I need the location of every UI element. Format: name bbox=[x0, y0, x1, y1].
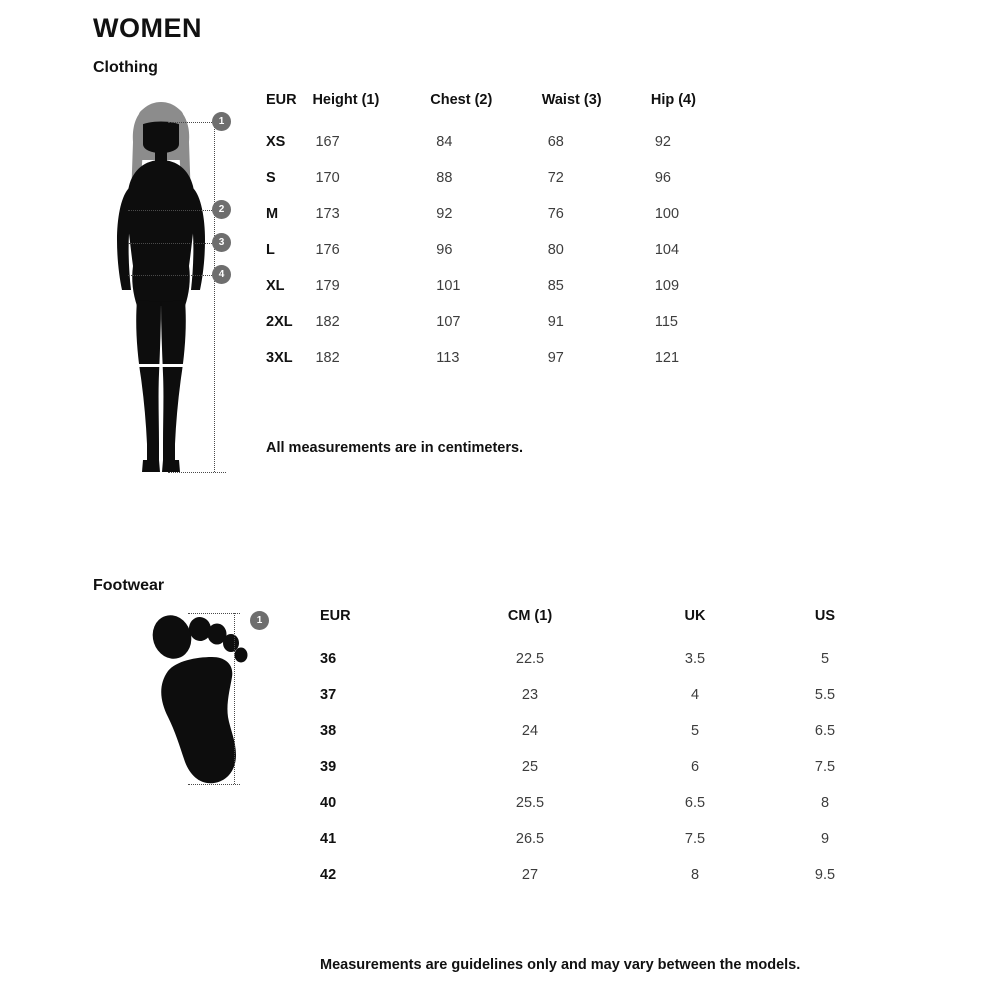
clothing-cell-waist: 80 bbox=[547, 242, 564, 258]
marker-1-foot-length: 1 bbox=[250, 611, 269, 630]
footwear-cell-us: 7.5 bbox=[814, 759, 836, 775]
footwear-header-cm: CM (1) bbox=[507, 608, 553, 624]
clothing-cell-chest: 88 bbox=[436, 170, 453, 186]
guide-foot-bottom bbox=[188, 784, 240, 785]
clothing-cell-eur: 2XL bbox=[266, 314, 293, 330]
clothing-cell-chest: 113 bbox=[436, 350, 460, 366]
footprint-illustration bbox=[140, 605, 270, 800]
clothing-cell-chest: 96 bbox=[436, 242, 453, 258]
footwear-cell-uk: 6.5 bbox=[684, 795, 706, 811]
footwear-cell-uk: 4 bbox=[690, 687, 700, 703]
footwear-cell-uk: 3.5 bbox=[684, 651, 706, 667]
table-row bbox=[320, 749, 880, 785]
table-row bbox=[266, 124, 736, 160]
table-row bbox=[320, 713, 880, 749]
clothing-cell-waist: 68 bbox=[547, 134, 564, 150]
table-row bbox=[266, 160, 736, 196]
footwear-header-us: US bbox=[814, 608, 836, 624]
clothing-cell-chest: 92 bbox=[436, 206, 453, 222]
footwear-table-header-row bbox=[320, 608, 880, 641]
clothing-cell-height: 173 bbox=[315, 206, 340, 222]
clothing-cell-chest: 107 bbox=[436, 314, 461, 330]
clothing-cell-hip: 92 bbox=[654, 134, 671, 150]
clothing-cell-waist: 97 bbox=[547, 350, 564, 366]
footwear-cell-us: 8 bbox=[820, 795, 830, 811]
female-body-svg bbox=[95, 100, 255, 480]
footwear-size-table bbox=[320, 608, 880, 893]
clothing-cell-chest: 84 bbox=[436, 134, 453, 150]
footwear-cell-uk: 8 bbox=[690, 867, 700, 883]
footwear-cell-eur: 39 bbox=[320, 759, 337, 775]
clothing-cell-hip: 115 bbox=[654, 314, 678, 330]
footwear-header-uk: UK bbox=[684, 608, 706, 624]
clothing-cell-waist: 85 bbox=[547, 278, 564, 294]
table-row bbox=[266, 268, 736, 304]
female-body-illustration bbox=[95, 100, 255, 480]
clothing-section-title: Clothing bbox=[93, 59, 158, 76]
footprint-svg bbox=[140, 605, 270, 800]
clothing-header-chest: Chest (2) bbox=[430, 92, 493, 108]
table-row bbox=[266, 196, 736, 232]
guide-foot-top bbox=[188, 613, 240, 614]
footwear-cell-cm: 23 bbox=[521, 687, 539, 703]
footwear-cell-us: 6.5 bbox=[814, 723, 836, 739]
table-row bbox=[266, 340, 736, 376]
footwear-cell-eur: 37 bbox=[320, 687, 337, 703]
clothing-cell-eur: XL bbox=[266, 278, 285, 294]
footwear-section-title: Footwear bbox=[93, 577, 165, 594]
clothing-cell-hip: 96 bbox=[654, 170, 671, 186]
clothing-cell-eur: M bbox=[266, 206, 279, 222]
clothing-cell-hip: 100 bbox=[654, 206, 680, 222]
clothing-cell-eur: XS bbox=[266, 134, 286, 150]
clothing-cell-height: 170 bbox=[315, 170, 340, 186]
clothing-cell-height: 182 bbox=[315, 314, 340, 330]
footwear-cell-cm: 27 bbox=[521, 867, 539, 883]
clothing-cell-hip: 104 bbox=[654, 242, 680, 258]
clothing-header-hip: Hip (4) bbox=[650, 92, 696, 108]
clothing-header-eur: EUR bbox=[266, 92, 297, 108]
footwear-cell-us: 9.5 bbox=[814, 867, 836, 883]
footwear-cell-cm: 26.5 bbox=[515, 831, 545, 847]
clothing-size-table bbox=[266, 92, 736, 376]
marker-1-height: 1 bbox=[212, 112, 231, 131]
footwear-header-eur: EUR bbox=[320, 608, 351, 624]
footwear-cell-uk: 5 bbox=[690, 723, 700, 739]
footwear-cell-us: 5.5 bbox=[814, 687, 836, 703]
table-row bbox=[266, 304, 736, 340]
clothing-cell-eur: L bbox=[266, 242, 275, 258]
page-title: WOMEN bbox=[93, 13, 202, 43]
table-row bbox=[320, 677, 880, 713]
footwear-cell-cm: 22.5 bbox=[515, 651, 545, 667]
clothing-cell-height: 179 bbox=[315, 278, 340, 294]
footwear-cell-cm: 25.5 bbox=[515, 795, 545, 811]
guide-height-bottom bbox=[168, 472, 226, 473]
clothing-cell-eur: S bbox=[266, 170, 276, 186]
clothing-cell-hip: 121 bbox=[654, 350, 680, 366]
marker-3-waist: 3 bbox=[212, 233, 231, 252]
footwear-measurements-note: Measurements are guidelines only and may vary between the models. bbox=[320, 957, 801, 973]
clothing-table-header-row bbox=[266, 92, 736, 124]
table-row bbox=[266, 232, 736, 268]
marker-2-chest: 2 bbox=[212, 200, 231, 219]
marker-4-hip: 4 bbox=[212, 265, 231, 284]
footwear-cell-uk: 7.5 bbox=[684, 831, 706, 847]
footwear-cell-cm: 24 bbox=[521, 723, 539, 739]
table-row bbox=[320, 821, 880, 857]
footwear-cell-cm: 25 bbox=[521, 759, 539, 775]
footwear-cell-eur: 42 bbox=[320, 867, 337, 883]
table-row bbox=[320, 641, 880, 677]
table-row bbox=[320, 785, 880, 821]
clothing-cell-waist: 72 bbox=[547, 170, 564, 186]
clothing-cell-height: 167 bbox=[315, 134, 340, 150]
guide-foot-vertical bbox=[234, 613, 235, 784]
clothing-measurements-note: All measurements are in centimeters. bbox=[266, 440, 524, 456]
clothing-cell-chest: 101 bbox=[436, 278, 461, 294]
clothing-cell-waist: 76 bbox=[547, 206, 564, 222]
footwear-cell-uk: 6 bbox=[690, 759, 700, 775]
footwear-cell-us: 5 bbox=[820, 651, 830, 667]
clothing-cell-height: 182 bbox=[315, 350, 340, 366]
footwear-cell-eur: 38 bbox=[320, 723, 337, 739]
clothing-header-waist: Waist (3) bbox=[541, 92, 602, 108]
footwear-cell-eur: 36 bbox=[320, 651, 337, 667]
table-row bbox=[320, 857, 880, 893]
footwear-cell-us: 9 bbox=[820, 831, 830, 847]
footwear-cell-eur: 41 bbox=[320, 831, 337, 847]
clothing-cell-hip: 109 bbox=[654, 278, 680, 294]
footwear-cell-eur: 40 bbox=[320, 795, 337, 811]
clothing-header-height: Height (1) bbox=[312, 92, 380, 108]
clothing-cell-waist: 91 bbox=[547, 314, 564, 330]
guide-height-vertical bbox=[214, 122, 215, 472]
clothing-cell-height: 176 bbox=[315, 242, 340, 258]
clothing-cell-eur: 3XL bbox=[266, 350, 293, 366]
